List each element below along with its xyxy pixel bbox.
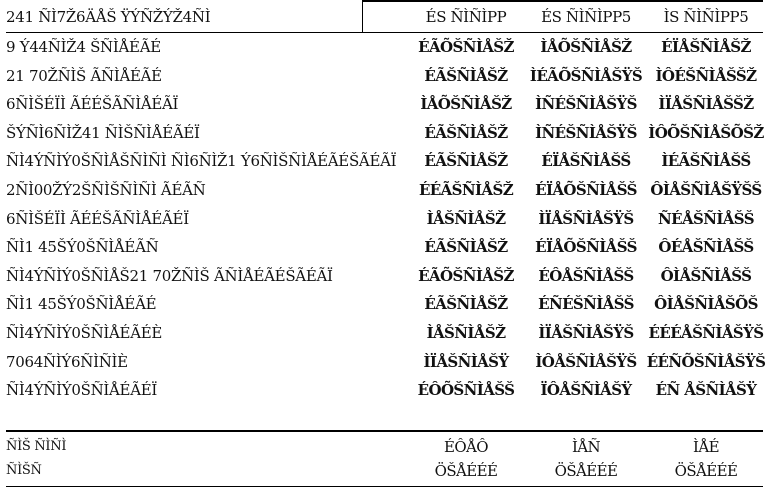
- table-cell: ÉÏÅÕŠÑÌÅŠŠ: [535, 181, 637, 199]
- table-cell: ÌÅÕŠÑÌÅŠŽ: [420, 95, 512, 114]
- table-cell: ÉÃŠÑÌÅŠŽ: [424, 123, 508, 142]
- table-cell: ÌÔÕŠÑÌÅŠÕŠŽ: [648, 123, 764, 142]
- table-cell: ÉÃÕŠÑÌÅŠŽ: [418, 266, 514, 285]
- table-cell: ÔÉÅŠÑÌÅŠŠ: [658, 238, 754, 257]
- table-cell: ÔÌÅŠÑÌÅŠŠ: [660, 266, 752, 285]
- header-rule: [6, 32, 763, 33]
- table-cell: ÌÅÕŠÑÌÅŠŽ: [540, 38, 632, 56]
- table-cell: ÉÃŠÑÌÅŠŽ: [424, 152, 508, 171]
- table-cell: ÑÉÅŠÑÌÅŠŠ: [658, 209, 754, 228]
- table-cell: ÉÏÅÕŠÑÌÅŠŠ: [535, 238, 637, 257]
- table-cell: ÏÔÅŠÑÌÅŠŸ: [540, 381, 632, 400]
- row-label: ÑÌ1 45ŠÝ0ŠÑÌÅÉÃÉ: [6, 295, 157, 314]
- table-cell: ÌÔÉŠÑÌÅŠŠŽ: [655, 66, 757, 85]
- table-cell: ÌÏÅŠÑÌÅŠŠŽ: [658, 95, 754, 114]
- table-cell: ÉÉÃŠÑÌÅŠŽ: [418, 181, 514, 199]
- summary-cell: ÌÅÑ: [571, 438, 601, 456]
- table-cell: ÌÑÉŠÑÌÅŠŸŠ: [535, 95, 637, 114]
- table-cell: ÉÑÉŠÑÌÅŠŠ: [538, 295, 634, 314]
- table-cell: ÉÉÑÕŠÑÌÅŠŸŠ: [646, 352, 766, 371]
- summary-cell: ÉÔÅÔ: [444, 438, 488, 456]
- row-label: ÑÌ4ÝÑÌÝ0ŠÑÌÅÉÃÉÏ: [6, 381, 158, 400]
- row-label: ÑÌ4ÝÑÌÝ0ŠÑÌÅŠÑÌÑÌ ÑÌ6ÑÌŽ1 Ý6ÑÌŠÑÌÅÉÃÉŠÃÉÃÏ: [6, 152, 397, 171]
- table-cell: ÉÃŠÑÌÅŠŽ: [424, 295, 508, 314]
- row-label: ŠÝÑÌ6ÑÌŽ41 ÑÌŠÑÌÅÉÃÉÏ: [6, 123, 200, 142]
- table-cell: ÉÔÕŠÑÌÅŠŠ: [417, 381, 515, 400]
- row-label: 6ÑÌŠÉÏÌ ÃÉÉŠÃÑÌÅÉÃÉÏ: [6, 209, 189, 228]
- table-cell: ÉÔÅŠÑÌÅŠŠ: [538, 266, 634, 285]
- table-cell: ÌÔÅŠÑÌÅŠŸŠ: [535, 352, 637, 371]
- column-header-2: ÉS ÑÌÑÌPP5: [541, 8, 631, 26]
- table-cell: ÌÉÃŠÑÌÅŠŠ: [661, 152, 751, 171]
- table-cell: ÌÉÃÕŠÑÌÅŠŸŠ: [529, 66, 643, 85]
- top-rule: [362, 0, 763, 2]
- row-label: 7064ÑÌÝ6ÑÌÑÌÈ: [6, 352, 128, 371]
- summary-cell: ÌÅÉ: [693, 438, 719, 456]
- column-header-1: ÉS ÑÌÑÌPP: [425, 8, 507, 26]
- table-cell: ÌÅŠÑÌÅŠŽ: [426, 209, 506, 228]
- table-cell: ÔÌÅŠÑÌÅŠÕŠ: [654, 295, 758, 314]
- table-cell: ÌÑÉŠÑÌÅŠŸŠ: [535, 123, 637, 142]
- summary-label: ÑÌŠÑ: [6, 463, 42, 478]
- row-label: 21 70ŽÑÌŠ ÃÑÌÅÉÃÉ: [6, 66, 162, 85]
- summary-label: ÑÌŠ ÑÌÑÌ: [6, 439, 67, 454]
- row-label: ÑÌ1 45ŠÝ0ŠÑÌÅÉÃÑ: [6, 238, 159, 257]
- row-label: ÑÌ4ÝÑÌÝ0ŠÑÌÅŠ21 70ŽÑÌŠ ÃÑÌÅÉÃÉŠÃÉÃÏ: [6, 266, 333, 285]
- table-cell: ÌÏÅŠÑÌÅŠŸŠ: [538, 324, 634, 342]
- bottom-rule: [6, 486, 763, 487]
- summary-rule: [6, 430, 763, 432]
- corner-label: 241 ÑÌ7Ž6ÄÅŠ ŸÝÑŽÝŽ4ÑÌ: [6, 8, 211, 26]
- summary-cell: ÖŠÅÉÉÉ: [554, 462, 618, 480]
- table-cell: ÉÃŠÑÌÅŠŽ: [424, 238, 508, 257]
- table-cell: ÌÅŠÑÌÅŠŽ: [426, 324, 506, 342]
- table-cell: ÌÏÅŠÑÌÅŠŸŠ: [538, 209, 634, 228]
- table-cell: ÉÃŠÑÌÅŠŽ: [424, 66, 508, 85]
- summary-cell: ÖŠÅÉÉÉ: [674, 462, 738, 480]
- row-label: ÑÌ4ÝÑÌÝ0ŠÑÌÅÉÃÉÈ: [6, 324, 163, 342]
- table-cell: ÌÏÅŠÑÌÅŠŸ: [423, 352, 509, 371]
- header-vertical-rule: [362, 0, 363, 33]
- table-cell: ÉÏÅŠÑÌÅŠŠ: [541, 152, 631, 171]
- summary-cell: ÖŠÅÉÉÉ: [434, 462, 498, 480]
- results-table: [6, 0, 769, 492]
- table-cell: ÉÉÉÅŠÑÌÅŠŸŠ: [648, 324, 764, 342]
- table-cell: ÉÏÅŠÑÌÅŠŽ: [661, 38, 751, 56]
- column-header-3: ÌS ÑÌÑÌPP5: [663, 8, 749, 26]
- row-label: 2ÑÌ00ŽÝ2ŠÑÌŠÑÌÑÌ ÃÉÃÑ: [6, 181, 206, 199]
- table-cell: ÉÑ ÅŠÑÌÅŠŸ: [655, 381, 757, 400]
- table-cell: ÉÃÕŠÑÌÅŠŽ: [418, 38, 514, 56]
- row-label: 9 Ý44ÑÌŽ4 ŠÑÌÅÉÃÉ: [6, 38, 161, 56]
- table-cell: ÔÌÅŠÑÌÅŠŸŠŠ: [650, 181, 762, 199]
- row-label: 6ÑÌŠÉÏÌ ÃÉÉŠÃÑÌÅÉÃÏ: [6, 95, 179, 114]
